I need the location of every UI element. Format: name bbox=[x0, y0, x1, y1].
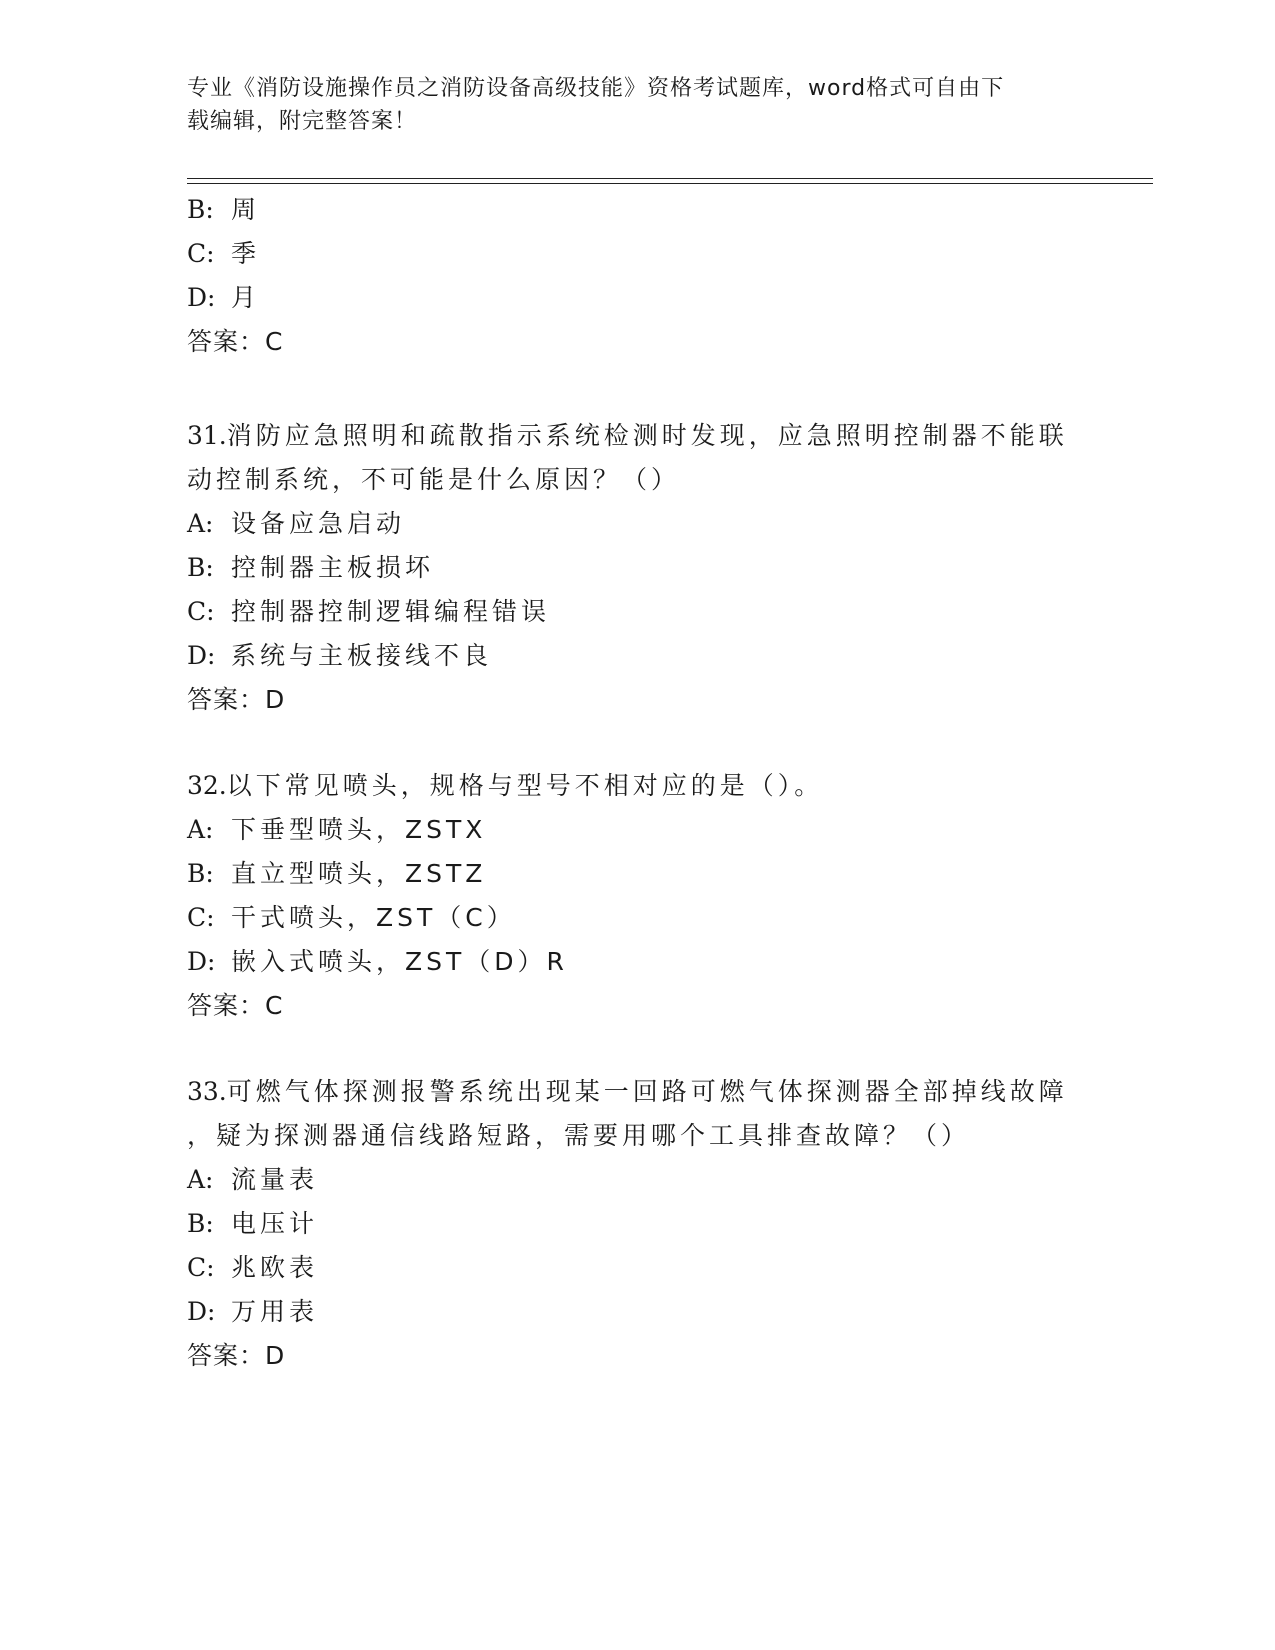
option-letter: C: bbox=[187, 597, 215, 626]
question-number: 32. bbox=[187, 771, 227, 800]
option-text: 控制器主板损坏 bbox=[231, 553, 435, 582]
question-text: 消防应急照明和疏散指示系统检测时发现，应急照明控制器不能联 bbox=[226, 421, 1068, 450]
q30-option-d bbox=[187, 282, 260, 314]
q31-option-a bbox=[187, 508, 405, 540]
q30-option-b bbox=[187, 194, 260, 226]
option-text: 流量表 bbox=[231, 1165, 319, 1194]
option-text: 兆欧表 bbox=[231, 1253, 319, 1282]
q32-question-line-1 bbox=[187, 770, 823, 802]
q32-answer: 答案：C bbox=[187, 991, 284, 1020]
option-letter: B: bbox=[187, 859, 214, 888]
q31-option-c bbox=[187, 596, 550, 628]
option-text: 设备应急启动 bbox=[231, 509, 406, 538]
option-letter: B: bbox=[187, 553, 214, 582]
q33-option-c bbox=[187, 1252, 318, 1284]
option-text: 下垂型喷头，ZSTX bbox=[231, 815, 487, 844]
option-text: 系统与主板接线不良 bbox=[231, 641, 493, 670]
option-letter: D: bbox=[187, 641, 216, 670]
option-text: 周 bbox=[231, 195, 261, 224]
q33-option-a bbox=[187, 1164, 318, 1196]
header-divider-top bbox=[187, 178, 1153, 179]
header-divider-bottom bbox=[187, 183, 1153, 184]
option-letter: B: bbox=[187, 1209, 214, 1238]
option-text: 月 bbox=[231, 283, 261, 312]
q33-question-line-2: ，疑为探测器通信线路短路，需要用哪个工具排查故障？（） bbox=[187, 1121, 971, 1150]
option-letter: A: bbox=[187, 1165, 214, 1194]
q32-option-d bbox=[187, 946, 568, 978]
q31-option-b bbox=[187, 552, 434, 584]
option-text: 万用表 bbox=[231, 1297, 319, 1326]
option-letter: C: bbox=[187, 1253, 215, 1282]
q33-answer: 答案：D bbox=[187, 1341, 286, 1370]
question-number: 33. bbox=[187, 1077, 227, 1106]
question-number: 31. bbox=[187, 421, 227, 450]
option-letter: A: bbox=[187, 815, 214, 844]
q30-option-c bbox=[187, 238, 260, 270]
question-text: 可燃气体探测报警系统出现某一回路可燃气体探测器全部掉线故障 bbox=[226, 1077, 1068, 1106]
q32-option-a bbox=[187, 814, 486, 846]
option-text: 电压计 bbox=[231, 1209, 319, 1238]
question-text: 以下常见喷头，规格与型号不相对应的是（）。 bbox=[226, 771, 824, 800]
option-text: 干式喷头，ZST（C） bbox=[231, 903, 516, 932]
option-letter: B: bbox=[187, 195, 214, 224]
option-letter: D: bbox=[187, 283, 216, 312]
option-letter: C: bbox=[187, 239, 215, 268]
q31-question-line-1 bbox=[187, 420, 1068, 452]
header-line-1: 专业《消防设施操作员之消防设备高级技能》资格考试题库，word格式可自由下 bbox=[187, 76, 1005, 101]
q31-question-line-2: 动控制系统，不可能是什么原因？（） bbox=[187, 465, 681, 494]
q31-option-d bbox=[187, 640, 492, 672]
q33-option-d bbox=[187, 1296, 318, 1328]
q33-question-line-1 bbox=[187, 1076, 1068, 1108]
header-line-2: 载编辑，附完整答案！ bbox=[187, 109, 418, 134]
option-text: 直立型喷头，ZSTZ bbox=[231, 859, 487, 888]
q30-answer: 答案：C bbox=[187, 327, 284, 356]
q32-option-c bbox=[187, 902, 516, 934]
q33-option-b bbox=[187, 1208, 318, 1240]
option-letter: D: bbox=[187, 1297, 216, 1326]
option-text: 控制器控制逻辑编程错误 bbox=[231, 597, 551, 626]
option-text: 季 bbox=[231, 239, 261, 268]
option-letter: A: bbox=[187, 509, 214, 538]
option-letter: C: bbox=[187, 903, 215, 932]
document-header bbox=[187, 72, 1067, 138]
q31-answer: 答案：D bbox=[187, 685, 286, 714]
option-text: 嵌入式喷头，ZST（D）R bbox=[231, 947, 568, 976]
option-letter: D: bbox=[187, 947, 216, 976]
q32-option-b bbox=[187, 858, 486, 890]
